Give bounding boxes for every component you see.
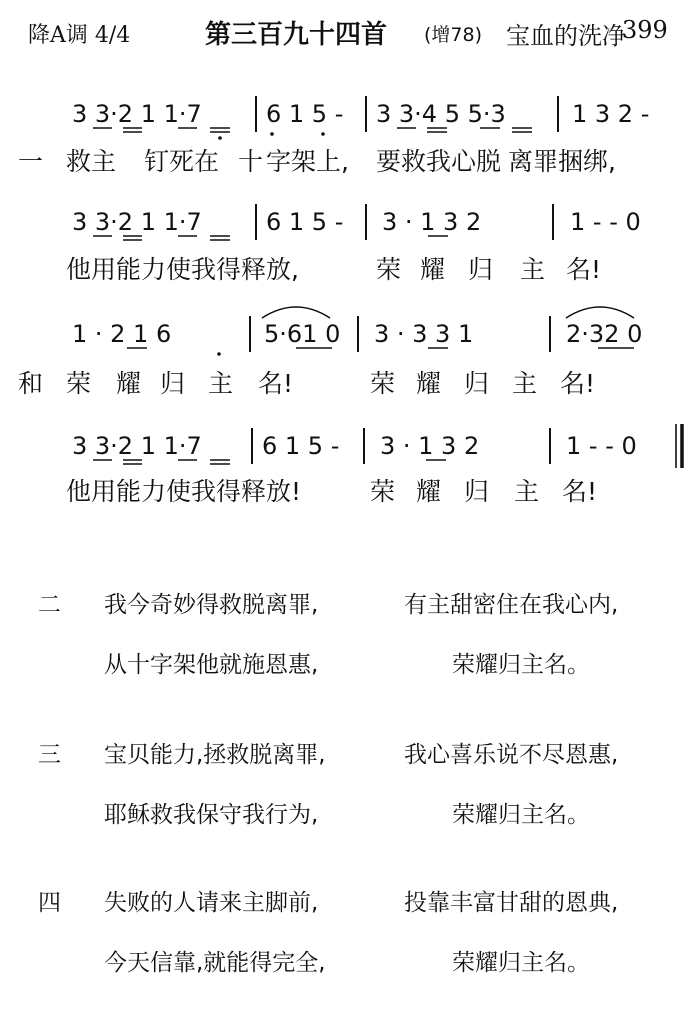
measure-2: 5·61 0	[264, 320, 341, 348]
lyric-segment: 荣	[66, 369, 92, 398]
lyric-segment: 荣	[370, 477, 396, 506]
lyric-segment: 荣	[370, 369, 396, 398]
lyric-segment: 主	[512, 369, 538, 398]
key-signature: 降A调 4/4	[28, 23, 131, 48]
lyric-segment: 主	[520, 255, 546, 284]
hymn-number-title: 第三百九十四首	[205, 20, 388, 50]
notation-line	[72, 424, 682, 468]
verse-phrase: 我今奇妙得救脱离罪,	[104, 592, 319, 618]
verse-4-line-1	[0, 884, 700, 932]
verse-phrase: 有主甜密住在我心内,	[404, 592, 619, 618]
lyric-segment: 字架上,	[266, 147, 349, 176]
lyric-segment: 名!	[258, 369, 294, 398]
verse-2-line-1	[0, 586, 700, 634]
lyric-segment: 主	[208, 369, 234, 398]
measure-2: 6 1 5 -	[266, 208, 344, 236]
low-dot	[217, 352, 221, 356]
notation-line	[72, 204, 641, 240]
lyric-segment: 归	[464, 477, 490, 506]
notation-line	[72, 307, 642, 356]
lyric-segment: 他用能力使我得释放,	[66, 255, 299, 284]
verse-phrase: 荣耀归主名。	[452, 950, 590, 976]
measure-3: 3 · 1 3 2	[380, 432, 480, 460]
verse-phrase: 失败的人请来主脚前,	[104, 890, 319, 916]
verse-phrase: 宝贝能力,拯救脱离罪,	[104, 742, 326, 768]
measure-1: 3 3·2 1 1·7	[72, 100, 202, 128]
score-system-4	[66, 424, 682, 506]
low-dot	[218, 136, 222, 140]
lyric-segment: 归	[160, 369, 186, 398]
verse-phrase: 荣耀归主名。	[452, 802, 590, 828]
measure-2: 6 1 5 -	[266, 100, 344, 128]
verse-3-line-2	[0, 796, 700, 844]
lyric-line	[18, 147, 616, 176]
stanza-number: 一	[18, 147, 44, 176]
measure-1: 3 3·2 1 1·7	[72, 432, 202, 460]
hymn-supplement-number: (增78)	[424, 24, 483, 46]
lyric-segment: 钉死在	[144, 147, 220, 176]
lyric-segment: 主	[514, 477, 540, 506]
low-dot	[270, 132, 274, 136]
lyric-segment: 耀	[416, 369, 442, 398]
measure-4: 1 - - 0	[566, 432, 637, 460]
measure-4: 2·32 0	[566, 320, 643, 348]
verse-phrase: 我心喜乐说不尽恩惠,	[404, 742, 619, 768]
measure-4: 1 3 2 -	[572, 100, 650, 128]
hymn-name: 宝血的洗净	[506, 22, 626, 50]
verse-number: 二	[38, 592, 61, 618]
verse-4-line-2	[0, 944, 700, 992]
measure-1: 3 3·2 1 1·7	[72, 208, 202, 236]
lyric-segment: 救主	[66, 147, 117, 176]
slur	[262, 307, 330, 318]
verse-2-line-2	[0, 646, 700, 694]
lyric-segment: 荣	[376, 255, 402, 284]
lyric-line	[66, 255, 601, 284]
verse-phrase: 耶稣救我保守我行为,	[104, 802, 319, 828]
measure-2: 6 1 5 -	[262, 432, 340, 460]
lyric-segment: 归	[464, 369, 490, 398]
measure-3: 3 · 3 3 1	[374, 320, 474, 348]
lyric-segment: 要救我心脱	[376, 147, 502, 176]
page-number: 399	[622, 16, 668, 44]
verse-phrase: 投靠丰富甘甜的恩典,	[404, 890, 619, 916]
measure-1: 1 · 2 1 6	[72, 320, 172, 348]
lyric-segment: 名!	[560, 369, 596, 398]
measure-3: 3 · 1 3 2	[382, 208, 482, 236]
verse-phrase: 荣耀归主名。	[452, 652, 590, 678]
measure-4: 1 - - 0	[570, 208, 641, 236]
lyric-segment: 耀	[420, 255, 446, 284]
verse-number: 四	[38, 890, 61, 916]
notation-line	[72, 96, 649, 140]
lyric-segment: 归	[468, 255, 494, 284]
lyric-line	[66, 477, 597, 506]
lyric-segment: 离罪捆绑,	[508, 147, 616, 176]
lyric-segment: 耀	[116, 369, 142, 398]
lyric-segment: 耀	[416, 477, 442, 506]
slur	[566, 307, 634, 318]
verse-number: 三	[38, 742, 61, 768]
score-system-3	[18, 307, 642, 398]
score-system-2	[66, 204, 641, 284]
lyric-segment: 他用能力使我得释放!	[66, 477, 302, 506]
verse-phrase: 今天信靠,就能得完全,	[104, 950, 326, 976]
verse-3-line-1	[0, 736, 700, 784]
measure-3: 3 3·4 5 5·3	[376, 100, 506, 128]
refrain-marker: 和	[18, 369, 44, 398]
verse-phrase: 从十字架他就施恩惠,	[104, 652, 319, 678]
lyric-segment: 名!	[562, 477, 598, 506]
lyric-line	[18, 369, 595, 398]
lyric-segment: 十	[238, 147, 264, 176]
lyric-segment: 名!	[566, 255, 602, 284]
score-system-1	[18, 96, 649, 176]
low-dot	[321, 132, 325, 136]
